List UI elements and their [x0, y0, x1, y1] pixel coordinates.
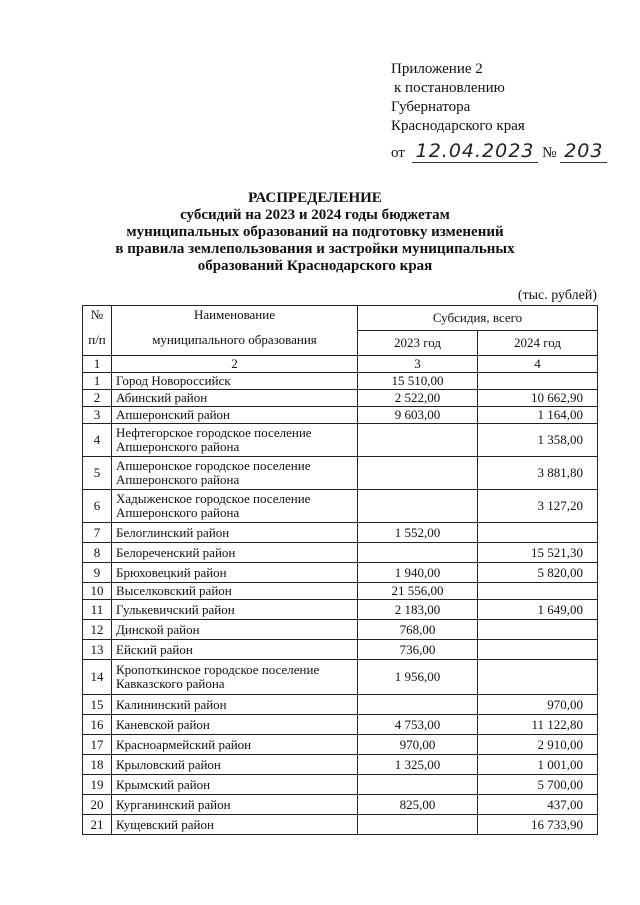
row-municipality: Крымский район [112, 775, 358, 795]
col-number-3: 3 [358, 356, 478, 373]
table-row [83, 543, 598, 563]
header-number-bottom: п/п [88, 332, 106, 347]
row-subsidy-2024: 5 820,00 [478, 563, 598, 583]
table-row [83, 775, 598, 795]
row-number: 10 [83, 583, 112, 600]
decree-number: 203 [560, 140, 607, 163]
row-subsidy-2024: 11 122,80 [478, 715, 598, 735]
row-subsidy-2023 [358, 815, 478, 835]
row-municipality: Абинский район [112, 390, 358, 407]
row-municipality: Апшеронское городское поселение Апшеронского района [112, 457, 358, 490]
row-municipality: Выселковский район [112, 583, 358, 600]
row-number: 6 [83, 490, 112, 523]
row-number: 3 [83, 407, 112, 424]
row-number: 1 [83, 373, 112, 390]
date-prefix: от [391, 145, 405, 161]
table-row [83, 457, 598, 490]
row-number: 19 [83, 775, 112, 795]
row-number: 13 [83, 640, 112, 660]
table-row [83, 600, 598, 620]
row-subsidy-2023: 1 325,00 [358, 755, 478, 775]
row-municipality: Город Новороссийск [112, 373, 358, 390]
table-row [83, 640, 598, 660]
row-subsidy-2023: 2 183,00 [358, 600, 478, 620]
row-number: 11 [83, 600, 112, 620]
row-number: 14 [83, 660, 112, 695]
header-number [83, 306, 112, 356]
row-subsidy-2023: 15 510,00 [358, 373, 478, 390]
row-subsidy-2023: 9 603,00 [358, 407, 478, 424]
table-row [83, 715, 598, 735]
row-municipality: Белореченский район [112, 543, 358, 563]
table-row [83, 795, 598, 815]
row-number: 12 [83, 620, 112, 640]
row-subsidy-2024: 1 001,00 [478, 755, 598, 775]
row-subsidy-2024 [478, 523, 598, 543]
row-subsidy-2023 [358, 424, 478, 457]
annex-line-4: Краснодарского края [391, 118, 525, 134]
title-line-3: муниципальных образований на подготовку изменений [126, 224, 504, 240]
row-municipality: Каневской район [112, 715, 358, 735]
table-row [83, 735, 598, 755]
row-subsidy-2024: 437,00 [478, 795, 598, 815]
table-row [83, 695, 598, 715]
row-municipality: Апшеронский район [112, 407, 358, 424]
table-row [83, 523, 598, 543]
row-municipality: Гулькевичский район [112, 600, 358, 620]
row-number: 21 [83, 815, 112, 835]
row-subsidy-2023 [358, 543, 478, 563]
decree-date: 12.04.2023 [412, 140, 539, 163]
decree-date-number [391, 140, 607, 163]
row-subsidy-2024 [478, 373, 598, 390]
row-subsidy-2024: 10 662,90 [478, 390, 598, 407]
title-line-2: субсидий на 2023 и 2024 годы бюджетам [180, 207, 450, 223]
row-municipality: Белоглинский район [112, 523, 358, 543]
row-subsidy-2023: 768,00 [358, 620, 478, 640]
row-subsidy-2023 [358, 457, 478, 490]
row-number: 15 [83, 695, 112, 715]
table-row [83, 815, 598, 835]
table-row [83, 490, 598, 523]
row-subsidy-2023: 825,00 [358, 795, 478, 815]
unit-label: (тыс. рублей) [517, 288, 597, 303]
table-row [83, 755, 598, 775]
row-subsidy-2024 [478, 640, 598, 660]
row-subsidy-2023: 1 552,00 [358, 523, 478, 543]
table-row [83, 407, 598, 424]
subsidy-table [82, 305, 598, 835]
row-subsidy-2023: 970,00 [358, 735, 478, 755]
table-row [83, 390, 598, 407]
row-subsidy-2023: 21 556,00 [358, 583, 478, 600]
row-subsidy-2024 [478, 620, 598, 640]
annex-line-3: Губернатора [391, 99, 471, 115]
row-municipality: Брюховецкий район [112, 563, 358, 583]
row-subsidy-2024: 1 358,00 [478, 424, 598, 457]
row-municipality: Хадыженское городское поселение Апшеронского района [112, 490, 358, 523]
number-prefix: № [542, 145, 557, 161]
header-name [112, 306, 358, 356]
header-subsidy: Субсидия, всего [358, 306, 598, 331]
row-number: 9 [83, 563, 112, 583]
col-number-2: 2 [112, 356, 358, 373]
row-subsidy-2024 [478, 583, 598, 600]
header-2023: 2023 год [358, 331, 478, 356]
row-number: 7 [83, 523, 112, 543]
table-row [83, 373, 598, 390]
row-subsidy-2023: 4 753,00 [358, 715, 478, 735]
row-number: 5 [83, 457, 112, 490]
row-number: 8 [83, 543, 112, 563]
document-title [110, 190, 520, 275]
title-line-5: образований Краснодарского края [197, 258, 433, 274]
row-subsidy-2024: 15 521,30 [478, 543, 598, 563]
header-2024: 2024 год [478, 331, 598, 356]
row-subsidy-2024: 3 881,80 [478, 457, 598, 490]
table-row [83, 583, 598, 600]
header-number-top: № [90, 307, 104, 322]
table-row [83, 563, 598, 583]
annex-line-1: Приложение 2 [391, 61, 483, 77]
row-subsidy-2024: 970,00 [478, 695, 598, 715]
row-subsidy-2024: 2 910,00 [478, 735, 598, 755]
row-municipality: Красноармейский район [112, 735, 358, 755]
row-municipality: Крыловский район [112, 755, 358, 775]
row-number: 2 [83, 390, 112, 407]
row-subsidy-2024 [478, 660, 598, 695]
annex-block [391, 60, 525, 136]
table-row [83, 660, 598, 695]
row-number: 4 [83, 424, 112, 457]
annex-line-2: к постановлению [394, 80, 505, 96]
row-subsidy-2023: 1 956,00 [358, 660, 478, 695]
row-number: 16 [83, 715, 112, 735]
row-municipality: Динской район [112, 620, 358, 640]
row-subsidy-2023 [358, 775, 478, 795]
table-row [83, 620, 598, 640]
row-subsidy-2024: 3 127,20 [478, 490, 598, 523]
row-municipality: Кущевский район [112, 815, 358, 835]
col-number-1: 1 [83, 356, 112, 373]
row-subsidy-2024: 1 649,00 [478, 600, 598, 620]
row-subsidy-2024: 16 733,90 [478, 815, 598, 835]
header-name-top: Наименование [194, 307, 275, 322]
title-line-4: в правила землепользования и застройки муниципальных [115, 241, 515, 257]
row-subsidy-2023: 2 522,00 [358, 390, 478, 407]
table-row [83, 424, 598, 457]
row-subsidy-2023 [358, 490, 478, 523]
row-subsidy-2023 [358, 695, 478, 715]
header-name-bottom: муниципального образования [152, 332, 317, 347]
row-municipality: Калининский район [112, 695, 358, 715]
row-municipality: Нефтегорское городское поселение Апшеронского района [112, 424, 358, 457]
row-number: 20 [83, 795, 112, 815]
title-line-1: РАСПРЕДЕЛЕНИЕ [248, 190, 382, 206]
row-subsidy-2024: 1 164,00 [478, 407, 598, 424]
col-number-4: 4 [478, 356, 598, 373]
row-municipality: Курганинский район [112, 795, 358, 815]
row-subsidy-2024: 5 700,00 [478, 775, 598, 795]
row-subsidy-2023: 1 940,00 [358, 563, 478, 583]
row-subsidy-2023: 736,00 [358, 640, 478, 660]
row-municipality: Кропоткинское городское поселение Кавказского района [112, 660, 358, 695]
row-municipality: Ейский район [112, 640, 358, 660]
row-number: 17 [83, 735, 112, 755]
row-number: 18 [83, 755, 112, 775]
